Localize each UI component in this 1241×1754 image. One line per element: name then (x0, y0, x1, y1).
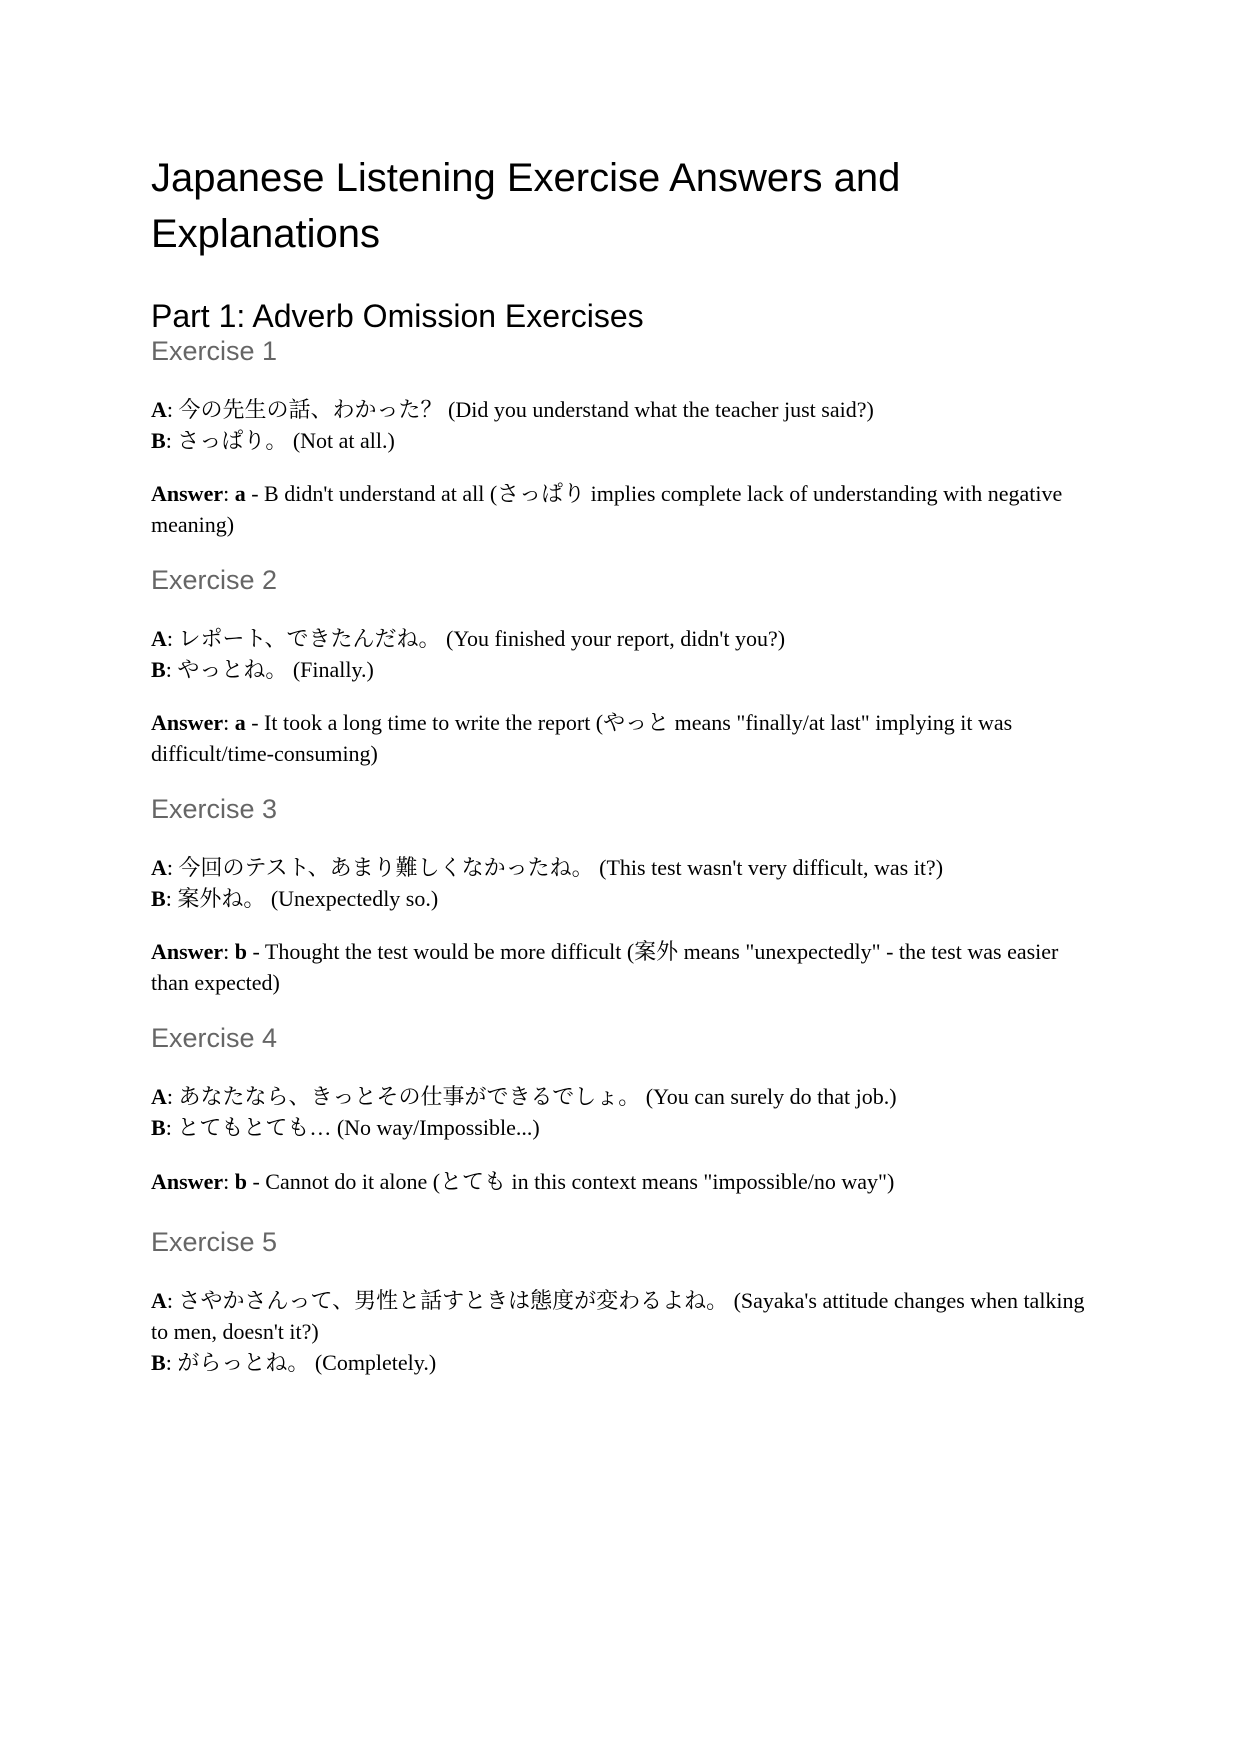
document-title: Japanese Listening Exercise Answers and Explanations (151, 156, 901, 256)
speaker-a-text: さやかさんって、男性と話すときは態度が変わるよね。 (Sayaka's attitude changes when talking to men, doesn't it?) (151, 1288, 1085, 1344)
speaker-a-label: A (151, 626, 167, 651)
dialogue-line-a: A: レポート、できたんだね。 (You finished your report, didn't you?) (151, 626, 786, 651)
speaker-a-label: A (151, 1084, 167, 1109)
dialogue-line-b: B: さっぱり。 (Not at all.) (151, 428, 395, 453)
answer-explanation: - Thought the test would be more difficult (案外 means "unexpectedly" - the test was easier than expected) (151, 939, 1059, 995)
answer-letter: a (234, 710, 246, 735)
answer-letter: b (234, 1169, 247, 1194)
answer-explanation: - Cannot do it alone (とても in this context means "impossible/no way") (246, 1169, 895, 1194)
speaker-a-text: レポート、できたんだね。 (You finished your report, didn't you?) (178, 626, 786, 651)
exercise-4-dialogue (151, 1081, 1101, 1143)
answer-label: Answer (151, 939, 224, 964)
dialogue-line-a: A: 今回のテスト、あまり難しくなかったね。 (This test wasn't very difficult, was it?) (151, 855, 944, 880)
speaker-b-label: B (151, 1350, 166, 1375)
speaker-b-label: B (151, 428, 166, 453)
answer-explanation: - B didn't understand at all (さっぱり implies complete lack of understanding with negative meaning) (151, 481, 1063, 537)
exercise-3-answer: Answer: b - Thought the test would be more difficult (案外 means "unexpectedly" - the test was easier than expected) (151, 939, 1059, 995)
answer-label: Answer (151, 710, 224, 735)
answer-letter: a (234, 481, 246, 506)
exercise-4-heading: Exercise 4 (151, 1023, 278, 1053)
exercise-5-heading: Exercise 5 (151, 1227, 278, 1257)
speaker-a-label: A (151, 855, 167, 880)
speaker-a-text: 今回のテスト、あまり難しくなかったね。 (This test wasn't very difficult, was it?) (178, 855, 944, 880)
speaker-a-text: 今の先生の話、わかった？ (Did you understand what the teacher just said?) (178, 397, 874, 422)
exercise-2-heading: Exercise 2 (151, 565, 278, 595)
speaker-b-label: B (151, 886, 166, 911)
exercise-5-dialogue (151, 1285, 1101, 1378)
answer-letter: b (234, 939, 247, 964)
speaker-a-text: あなたなら、きっとその仕事ができるでしょ。 (You can surely do that job.) (178, 1084, 897, 1109)
dialogue-line-a: A: あなたなら、きっとその仕事ができるでしょ。 (You can surely do that job.) (151, 1084, 897, 1109)
speaker-b-text: がらっとね。 (Completely.) (177, 1350, 437, 1375)
exercise-2-answer: Answer: a - It took a long time to write the report (やっと means "finally/at last" implying it was difficult/time-consuming) (151, 710, 1013, 766)
speaker-b-label: B (151, 1115, 166, 1140)
dialogue-line-b: B: やっとね。 (Finally.) (151, 657, 374, 682)
speaker-b-text: とてもとても… (No way/Impossible...) (177, 1115, 540, 1140)
speaker-a-label: A (151, 1288, 167, 1313)
exercise-3-heading: Exercise 3 (151, 794, 278, 824)
exercise-2-dialogue (151, 623, 1101, 685)
part-heading: Part 1: Adverb Omission Exercises (151, 298, 644, 334)
exercise-1-heading: Exercise 1 (151, 336, 278, 366)
speaker-b-text: さっぱり。 (Not at all.) (177, 428, 395, 453)
answer-label: Answer (151, 481, 224, 506)
speaker-b-label: B (151, 657, 166, 682)
speaker-a-label: A (151, 397, 167, 422)
dialogue-line-b: B: がらっとね。 (Completely.) (151, 1350, 437, 1375)
exercise-1-answer: Answer: a - B didn't understand at all (さっぱり implies complete lack of understanding with negative meaning) (151, 481, 1063, 537)
exercise-1-dialogue (151, 394, 1101, 456)
answer-explanation: - It took a long time to write the report (やっと means "finally/at last" implying it was difficult/time-consuming) (151, 710, 1013, 766)
speaker-b-text: やっとね。 (Finally.) (177, 657, 374, 682)
dialogue-line-a: A: 今の先生の話、わかった？ (Did you understand what the teacher just said?) (151, 397, 874, 422)
exercise-4-answer: Answer: b - Cannot do it alone (とても in this context means "impossible/no way") (151, 1169, 895, 1194)
speaker-b-text: 案外ね。 (Unexpectedly so.) (177, 886, 439, 911)
dialogue-line-a: A: さやかさんって、男性と話すときは態度が変わるよね。 (Sayaka's attitude changes when talking to men, doesn't it?) (151, 1288, 1085, 1344)
exercise-3-dialogue (151, 852, 1101, 914)
answer-label: Answer (151, 1169, 224, 1194)
dialogue-line-b: B: とてもとても… (No way/Impossible...) (151, 1115, 540, 1140)
dialogue-line-b: B: 案外ね。 (Unexpectedly so.) (151, 886, 439, 911)
